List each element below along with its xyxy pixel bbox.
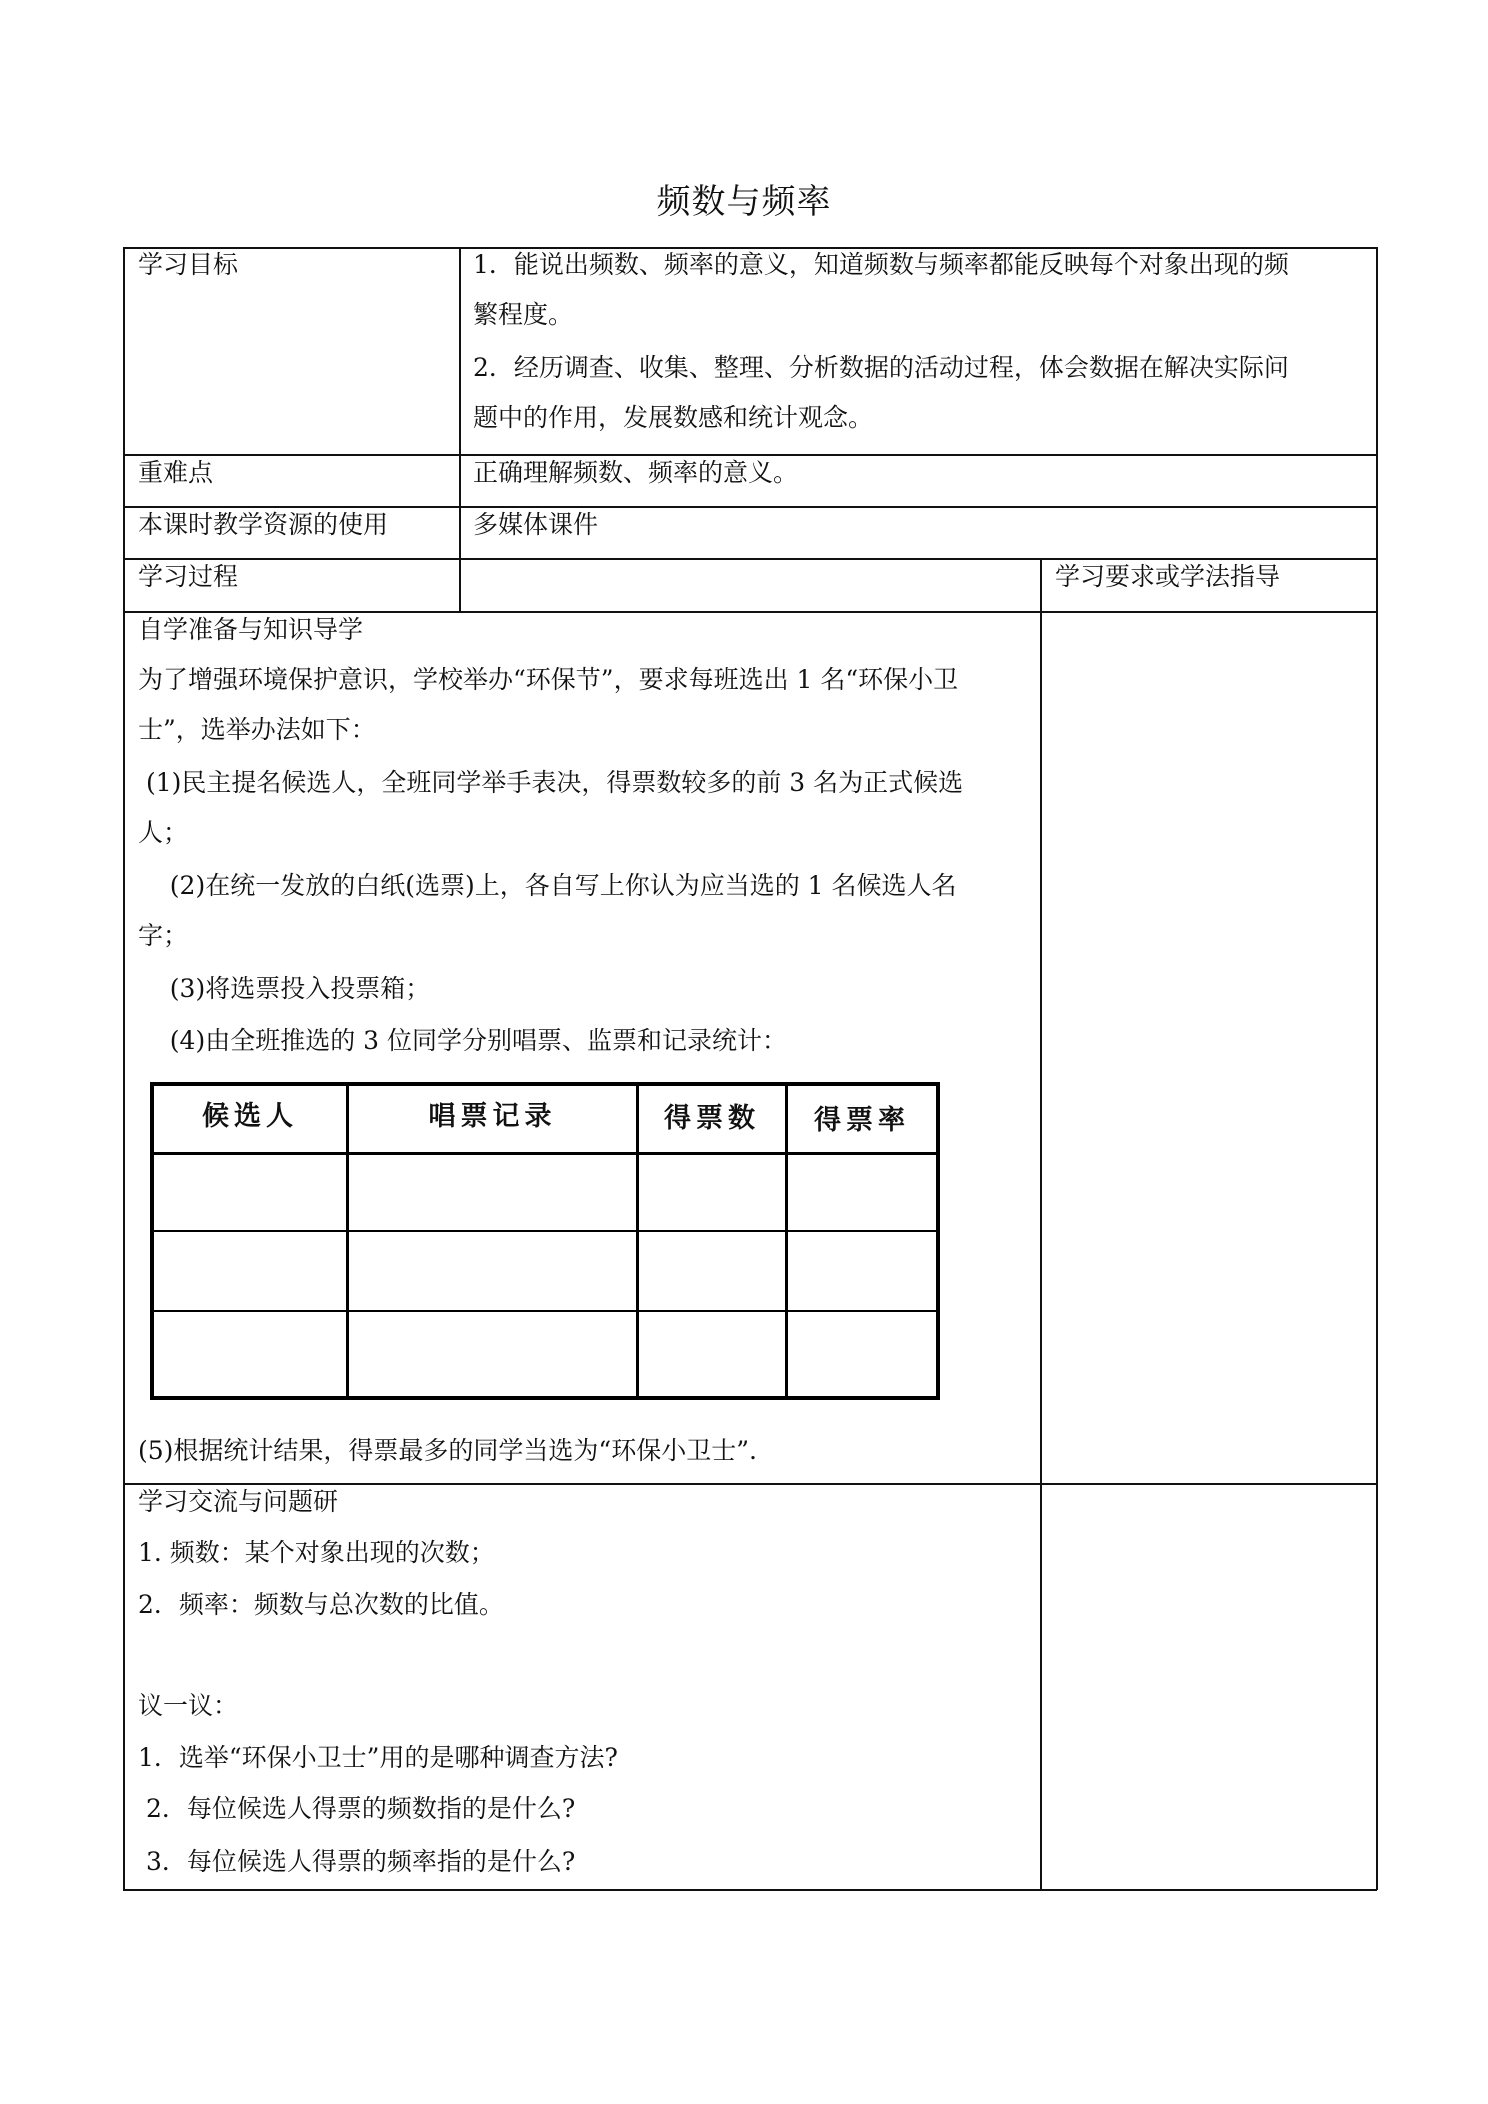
definition-frequency-rate: 2．频率：频数与总次数的比值。 [138,1590,504,1619]
resources-value: 多媒体课件 [473,510,599,539]
section1-line: (3)将选票投入投票箱； [138,974,431,1003]
process-header: 学习过程 [138,562,239,591]
section1-line: 为了增强环境保护意识，学校举办“环保节”，要求每班选出 1 名“环保小卫 [138,665,959,694]
objective-line: 繁程度。 [473,300,574,329]
guidance-header: 学习要求或学法指导 [1055,562,1281,591]
section1-line: 士”，选举办法如下： [138,715,376,744]
vote-header-record: 唱票记录 [428,1101,557,1132]
resources-label: 本课时教学资源的使用 [138,510,389,539]
discuss-question: 1．选举“环保小卫士”用的是哪种调查方法? [138,1743,618,1772]
vote-header-rate: 得票率 [814,1105,910,1136]
section1-line: (1)民主提名候选人，全班同学举手表决，得票数较多的前 3 名为正式候选 [138,768,964,797]
vote-header-count: 得票数 [664,1103,760,1134]
definition-frequency-count: 1. 频数：某个对象出现的次数； [138,1538,495,1567]
key-points-value: 正确理解频数、频率的意义。 [473,458,799,487]
objective-line: 题中的作用，发展数感和统计观念。 [473,403,874,432]
objectives-label: 学习目标 [138,250,239,279]
objective-line: 2．经历调查、收集、整理、分析数据的活动过程，体会数据在解决实际问 [473,353,1289,382]
section1-heading: 自学准备与知识导学 [138,615,364,644]
vote-header-candidate: 候选人 [202,1101,298,1132]
section1-line: (2)在统一发放的白纸(选票)上，各自写上你认为应当选的 1 名候选人名 [138,871,957,900]
discuss-title: 议一议： [138,1691,239,1720]
section2-heading: 学习交流与问题研 [138,1487,339,1516]
section1-line: 字； [138,921,189,950]
section1-line: (4)由全班推选的 3 位同学分别唱票、监票和记录统计： [138,1026,788,1055]
objective-line: 1．能说出频数、频率的意义，知道频数与频率都能反映每个对象出现的频 [473,250,1289,279]
discuss-question: 2．每位候选人得票的频数指的是什么? [138,1794,576,1823]
page-title: 频数与频率 [656,182,832,222]
key-points-label: 重难点 [138,458,214,487]
discuss-question: 3．每位候选人得票的频率指的是什么? [138,1847,576,1876]
section1-after: (5)根据统计结果，得票最多的同学当选为“环保小卫士”. [138,1436,757,1465]
section1-line: 人； [138,818,189,847]
